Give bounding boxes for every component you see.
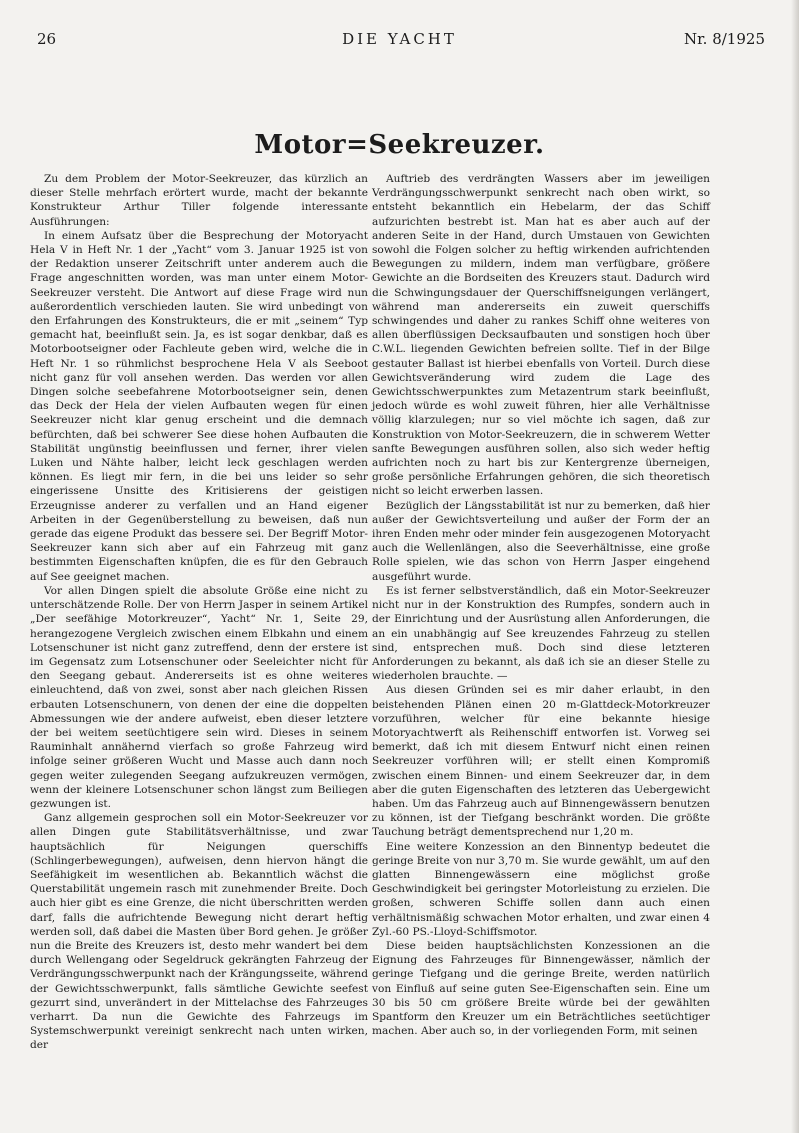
paragraph: Vor allen Dingen spielt die absolute Größe eine nicht zu unterschätzende Rolle. Der von Herrn Jasper in seinem Artikel „Der seefähige Motorkreuzer“, Yacht“ Nr. 1, Seite 29, herangezogene Vergleich zwischen einem Elbkahn und einem Lotsenschuner ist nicht ganz zutreffend, denn der erstere ist im Gegensatz zum Lotsenschuner oder Seeleichter nicht für den Seegang gebaut. Andererseits ist es ohne weiteres einleuchtend, daß von zwei, sonst aber nach gleichen Rissen erbauten Lotsenschunern, von denen der eine die doppelten Abmessungen wie der andere aufweist, eben dieser letztere der bei weitem seetüchtigere sein wird. Dieses in seinem Rauminhalt annähernd vierfach so große Fahrzeug wird infolge seiner größeren Wucht und Masse auch dann noch gegen weiter zulegenden Seegang aufzukreuzen vermögen, wenn der kleinere Lotsenschuner schon längst zum Beiliegen gezwungen ist. (30, 584, 368, 810)
paragraph: In einem Aufsatz über die Besprechung der Motoryacht Hela V in Heft Nr. 1 der „Yacht“ vom 3. Januar 1925 ist von der Redaktion unserer Zeitschrift unter anderem auch die Frage angeschnitten worden, was man unter einem Motor-Seekreuzer versteht. Die Antwort auf diese Frage wird nun außerordentlich verschieden lauten. Sie wird unbedingt von den Erfahrungen des Konstrukteurs, die er mit „seinem“ Typ gemacht hat, beeinflußt sein. Ja, es ist sogar denkbar, daß es Motorbootseigner oder Fachleute geben wird, welche die in Heft Nr. 1 so rühmlichst besprochene Hela V als Seeboot nicht ganz für voll ansehen werden. Das werden vor allen Dingen solche seebefahrene Motorbootseigner sein, denen das Deck der Hela der vielen Aufbauten wegen für einen Seekreuzer nicht klar genug erscheint und die demnach befürchten, daß bei schwerer See diese hohen Aufbauten die Stabilität ungünstig beeinflussen und ferner, ihrer vielen Luken und Nähte halber, leicht leck geschlagen werden können. Es liegt mir fern, in die bei uns leider so sehr eingerissene Unsitte des Kritisierens der geistigen Erzeugnisse anderer zu verfallen und an Hand eigener Arbeiten in der Gegenüberstellung zu beweisen, daß nun gerade das eigene Produkt das bessere sei. Der Begriff Motor-Seekreuzer kann sich aber auf ein Fahrzeug mit ganz bestimmten Eigenschaften knüpfen, die es für den Gebrauch auf See geeignet machen. (30, 229, 368, 583)
page-number: 26 (37, 30, 57, 48)
paragraph: Bezüglich der Längsstabilität ist nur zu bemerken, daß hier außer der Gewichtsverteilung und außer der Form der an ihren Enden mehr oder minder fein ausgezogenen Motoryacht auch die Wellenlängen, also die Seeverhältnisse, eine große Rolle spielen, wie das schon von Herrn Jasper eingehend ausgeführt wurde. (372, 499, 710, 583)
paragraph: Zu dem Problem der Motor-Seekreuzer, das kürzlich an dieser Stelle mehrfach erörtert wurde, macht der bekannte Konstrukteur Arthur Tiller folgende interessante Ausführungen: (30, 173, 368, 228)
issue-number: Nr. 8/1925 (684, 30, 765, 48)
paragraph: Es ist ferner selbstverständlich, daß ein Motor-Seekreuzer nicht nur in der Konstruktion des Rumpfes, sondern auch in der Einrichtung und der Ausrüstung allen Anforderungen, die an ein unabhängig auf See kreuzendes Fahrzeug zu stellen sind, entsprechen muß. Doch sind diese letzteren Anforderungen zu bekannt, als daß ich sie an dieser Stelle zu wiederholen brauchte. — (372, 584, 710, 683)
left-column (30, 172, 368, 1053)
paragraph: Eine weitere Konzession an den Binnentyp bedeutet die geringe Breite von nur 3,70 m. Sie wurde gewählt, um auf den glatten Binnengewässern eine möglichst große Geschwindigkeit bei geringster Motorleistung zu erzielen. Die großen, schweren Schiffe sollen dann auch einen verhältnismäßig schwachen Motor erhalten, und zwar einen 4 Zyl.-60 PS.-Lloyd-Schiffsmotor. (372, 840, 710, 938)
paragraph: Ganz allgemein gesprochen soll ein Motor-Seekreuzer vor allen Dingen gute Stabilitätsverhältnisse, und zwar hauptsächlich für Neigungen querschiffs (Schlingerbewegungen), aufweisen, denn hiervon hängt die Seefähigkeit im wesentlichen ab. Bekanntlich wächst die Querstabilität ungemein rasch mit zunehmender Breite. Doch auch hier gibt es eine Grenze, die nicht überschritten werden darf, falls die aufrichtende Bewegung nicht derart heftig werden soll, daß dabei die Masten über Bord gehen. Je größer nun die Breite des Kreuzers ist, desto mehr wandert bei dem durch Wellengang oder Segeldruck gekrängten Fahrzeug der Verdrängungsschwerpunkt nach der Krängungsseite, während der Gewichtsschwerpunkt, falls sämtliche Gewichte seefest gezurrt sind, unverändert in der Mittelachse des Fahrzeuges verharrt. Da nun die Gewichte des Fahrzeugs im Systemschwerpunkt vereinigt senkrecht nach unten wirken, der (30, 812, 368, 1052)
journal-name: DIE YACHT (342, 30, 457, 48)
paragraph: Diese beiden hauptsächlichsten Konzessionen an die Eignung des Fahrzeuges für Binnengewässer, nämlich der geringe Tiefgang und die geringe Breite, werden natürlich von Einfluß auf seine guten See-Eigenschaften sein. Eine um 30 bis 50 cm größere Breite würde bei der gewählten Spantform den Kreuzer um ein Beträchtliches seetüchtiger machen. Aber auch so, in der vorliegenden Form, mit seinen (372, 939, 710, 1038)
page-edge-shadow (791, 0, 799, 1133)
paragraph: Aus diesen Gründen sei es mir daher erlaubt, in den beistehenden Plänen einen 20 m-Glattdeck-Motorkreuzer vorzuführen, welcher für eine bekannte hiesige Motoryachtwerft als Reihenschiff entworfen ist. Vorweg sei bemerkt, daß ich mit diesem Entwurf nicht einen reinen Seekreuzer vorführen will; er stellt einen Kompromiß zwischen einem Binnen- und einem Seekreuzer dar, in dem aber die guten Eigenschaften des letzteren das Uebergewicht haben. Um das Fahrzeug auch auf Binnengewässern benutzen zu können, ist der Tiefgang beschränkt worden. Die größte Tauchung beträgt dementsprechend nur 1,20 m. (372, 684, 710, 839)
paragraph: Auftrieb des verdrängten Wassers aber im jeweiligen Verdrängungsschwerpunkt senkrecht nach oben wirkt, so entsteht bekanntlich ein Hebelarm, der das Schiff aufzurichten bestrebt ist. Man hat es aber auch auf der anderen Seite in der Hand, durch Umstauen von Gewichten sowohl die Folgen solcher zu heftig wirkenden aufrichtenden Bewegungen zu mildern, indem man verfügbare, größere Gewichte an die Bordseiten des Kreuzers staut. Dadurch wird die Schwingungsdauer der Querschiffsneigungen verlängert, während man andererseits ein zuweit querschiffs schwingendes und daher zu rankes Schiff ohne weiteres von allen überflüssigen Decksaufbauten und sonstigen hoch über C.W.L. liegenden Gewichten befreien sollte. Tief in der Bilge gestauter Ballast ist hierbei ebenfalls von Vorteil. Durch diese Gewichtsveränderung wird zudem die Lage des Gewichtsschwerpunktes zum Metazentrum stark beeinflußt, jedoch würde es wohl zuweit führen, hier alle Verhältnisse völlig klarzulegen; nur so viel möchte ich sagen, daß zur Konstruktion von Motor-Seekreuzern, die in schwerem Wetter sanfte Bewegungen ausführen sollen, also sich weder heftig aufrichten noch zu hart bis zur Kentergrenze überneigen, große persönliche Erfahrungen gehören, die sich theoretisch nicht so leicht erwerben lassen. (372, 173, 710, 498)
right-column (372, 172, 710, 1038)
article-title: Motor=Seekreuzer. (254, 130, 545, 160)
